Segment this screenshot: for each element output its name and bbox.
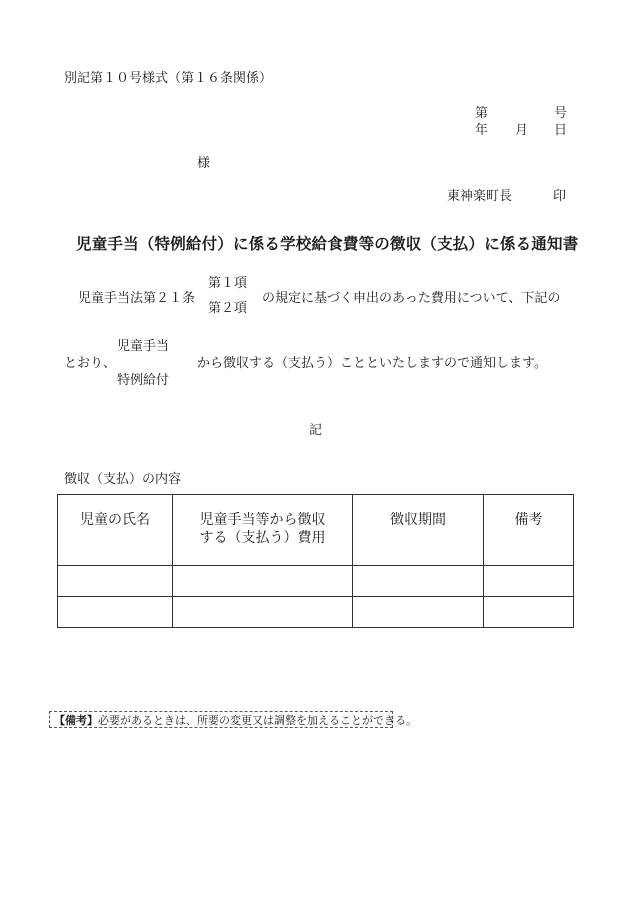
clause-1: 第１項 xyxy=(208,276,248,291)
cell-child-name[interactable] xyxy=(58,597,173,628)
option-1: 児童手当 xyxy=(117,339,170,354)
table-header-row xyxy=(58,495,574,566)
remarks-note xyxy=(49,711,417,728)
date-year: 年 xyxy=(475,123,489,138)
header-period: 徴収期間 xyxy=(353,495,484,566)
cell-child-name[interactable] xyxy=(58,566,173,597)
number-go: 号 xyxy=(554,106,568,121)
table-row xyxy=(58,597,574,628)
table-row xyxy=(58,566,574,597)
seal: 印 xyxy=(553,189,567,204)
cell-remarks[interactable] xyxy=(484,597,574,628)
section-label: 徴収（支払）の内容 xyxy=(64,472,182,487)
number-dai: 第 xyxy=(475,106,489,121)
header-fee-line1: 児童手当等から徴収 xyxy=(199,512,326,528)
line2-suffix: から徴収する（支払う）ことといたしますので通知します。 xyxy=(197,356,547,371)
cell-fee[interactable] xyxy=(173,566,353,597)
toori: とおり、 xyxy=(64,356,117,371)
header-child-name: 児童の氏名 xyxy=(58,495,173,566)
document-title: 児童手当（特例給付）に係る学校給食費等の徴収（支払）に係る通知書 xyxy=(76,234,579,253)
clause-2: 第２項 xyxy=(208,301,248,316)
header-fee xyxy=(173,495,353,566)
ki-heading: 記 xyxy=(309,423,323,438)
header-fee-line2: する（支払う）費用 xyxy=(199,530,326,546)
header-remarks: 備考 xyxy=(484,495,574,566)
note-text: 必要があるときは、所要の変更又は調整を加えることができる。 xyxy=(98,714,417,727)
form-label: 別記第１０号様式（第１６条関係） xyxy=(64,71,273,86)
addressee-suffix: 様 xyxy=(197,156,211,171)
issuer: 東神楽町長 xyxy=(447,189,513,204)
note-tag: 【備考】 xyxy=(54,714,98,727)
cell-period[interactable] xyxy=(353,597,484,628)
option-2: 特例給付 xyxy=(117,373,170,388)
cell-fee[interactable] xyxy=(173,597,353,628)
date-day: 日 xyxy=(554,123,568,138)
cell-remarks[interactable] xyxy=(484,566,574,597)
date-month: 月 xyxy=(515,123,529,138)
collection-table xyxy=(57,494,574,628)
line1-suffix: の規定に基づく申出のあった費用について、下記の xyxy=(262,291,561,306)
law-prefix: 児童手当法第２１条 xyxy=(78,291,196,306)
cell-period[interactable] xyxy=(353,566,484,597)
